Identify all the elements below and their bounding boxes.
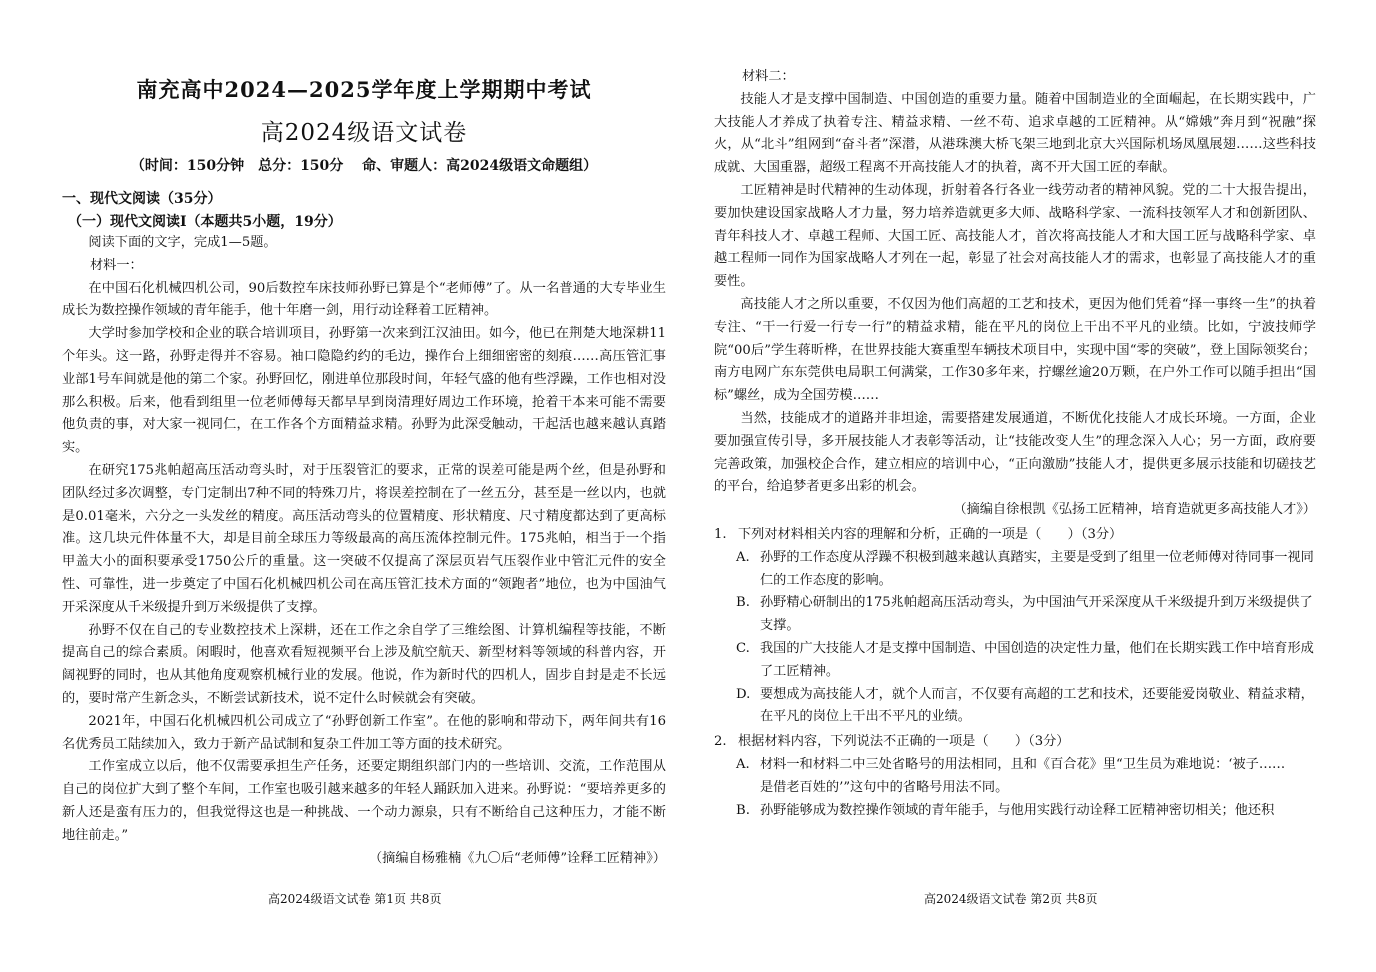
page-footer-left: 高2024级语文试卷 第1页 共8页 [268,892,442,906]
option-d [736,684,1316,730]
material-label: 材料二： [742,69,795,84]
option-a [736,547,1316,593]
material-label: 材料一： [90,257,143,273]
subsection-heading: （一）现代文阅读Ⅰ（本题共5小题，19分） [68,214,342,230]
paragraph: 在研究175兆帕超高压活动弯头时，对于压裂管汇的要求，正常的误差可能是两个丝，但是孙野和团队经过多次调整，专门定制出7种不同的特殊刀片，将误差控制在了一丝五分，甚至是一丝以内，也就是0.01毫米，六分之一头发丝的精度。高压活动弯头的位置精度、形状精度、尺寸精度都达到了更高标准。这几块元件体量不大，却是目前全球压力等级最高的高压流体控制元件。175兆帕，相当于一个指甲盖大小的面积要承受1750公斤的重量。这一突破不仅提高了深层页岩气压裂作业中管汇元件的安全性、可靠性，进一步奠定了中国石化机械四机公司在高压管汇技术方面的“领跑者”地位，也为中国油气开采深度从千米级提升到万米级提供了支撑。 [62,462,666,615]
right-page [714,66,1316,822]
option-key: B. [736,595,750,611]
paragraph: 技能人才是支撑中国制造、中国创造的重要力量。随着中国制造业的全面崛起，在长期实践中，广大技能人才养成了执着专注、精益求精、一丝不苟、追求卓越的工匠精神。从“嫦娥”奔月到“祝融”探火，从“北斗”组网到“奋斗者”深潜，从港珠澳大桥飞架三地到北京大兴国际机场凤凰展翅……这些科技成就、大国重器，超级工程离不开高技能人才的执着，离不开大国工匠的奉献。 [714,91,1316,176]
left-page [62,66,666,870]
paragraph: 在中国石化机械四机公司，90后数控车床技师孙野已算是个“老师傅”了。从一名普通的大专毕业生成长为数控操作领域的青年能手，他十年磨一剑，用行动诠释着工匠精神。 [62,280,666,319]
option-text: 孙野精心研制出的175兆帕超高压活动弯头，为中国油气开采深度从千米级提升到万米级提供了支撑。 [760,595,1313,634]
option-b [736,800,1316,823]
paragraph: 2021年，中国石化机械四机公司成立了“孙野创新工作室”。在他的影响和带动下，两年间共有16名优秀员工陆续加入，致力于新产品试制和复杂工件加工等方面的技术研究。 [62,713,666,752]
section-heading: 一、现代文阅读（35分） [62,191,222,207]
page-footer-right: 高2024级语文试卷 第2页 共8页 [924,892,1098,906]
option-c [736,638,1316,684]
paragraph: 工匠精神是时代精神的生动体现，折射着各行各业一线劳动者的精神风貌。党的二十大报告提出，要加快建设国家战略人才力量，努力培养造就更多大师、战略科学家、一流科技领军人才和创新团队、青年科技人才、卓越工程师、大国工匠、高技能人才，首次将高技能人才和大国工匠与战略科学家、卓越工程师一同作为国家战略人才列在一起，彰显了社会对高技能人才的需求，也彰显了高技能人才的重要性。 [714,182,1316,290]
source-citation: （摘编自杨雅楠《九〇后“老师傅”诠释工匠精神》） [368,850,666,866]
question-1 [714,524,1316,547]
exam-subtitle: 高2024级语文试卷 [260,120,468,146]
question-stem: 根据材料内容，下列说法不正确的一项是（ ）（3分） [738,734,1070,750]
paragraph: 当然，技能成才的道路并非坦途，需要搭建发展通道，不断优化技能人才成长环境。一方面，企业要加强宣传引导，多开展技能人才表彰等活动，让“技能改变人生”的理念深入人心；另一方面，政府要完善政策，加强校企合作，建立相应的培训中心，“正向激励”技能人才，提供更多展示技能和切磋技艺的平台，给追梦者更多出彩的机会。 [714,410,1316,495]
option-a [736,754,1316,777]
option-text: 要想成为高技能人才，就个人而言，不仅要有高超的工艺和技术，还要能爱岗敬业、精益求精，在平凡的岗位上干出不平凡的业绩。 [760,686,1314,725]
option-text: 孙野的工作态度从浮躁不积极到越来越认真踏实，主要是受到了组里一位老师傅对待同事一视同仁的工作态度的影响。 [760,549,1314,588]
option-text: 我国的广大技能人才是支撑中国制造、中国创造的决定性力量，他们在长期实践工作中培育形成了工匠精神。 [760,640,1314,679]
option-key: A. [736,549,750,565]
option-key: D. [736,686,751,702]
source-citation: （摘编自徐根凯《弘扬工匠精神，培育造就更多高技能人才》） [953,502,1316,518]
question-number: 2. [714,734,727,750]
option-text: 材料一和材料二中三处省略号的用法相同，且和《百合花》里“卫生员为难地说：‘被子…… [760,756,1286,772]
option-key: C. [736,640,750,656]
exam-meta: （时间：150分钟 总分：150分 命、审题人：高2024级语文命题组） [130,158,598,174]
instruction: 阅读下面的文字，完成1—5题。 [88,235,277,250]
option-a-continued: 是借老百姓的’”这句中的省略号用法不同。 [760,779,1009,795]
paragraph: 孙野不仅在自己的专业数控技术上深耕，还在工作之余自学了三维绘图、计算机编程等技能，不断提高自己的综合素质。闲暇时，他喜欢看短视频平台上涉及航空航天、新型材料等领域的科普内容，开阔视野的同时，也从其他角度观察机械行业的发展。他说，作为新时代的四机人，固步自封是走不长远的，要时常产生新念头，不断尝试新技术，说不定什么时候就会有突破。 [62,622,666,706]
option-key: A. [736,756,750,772]
question-2 [714,731,1316,754]
option-b [736,592,1316,638]
paragraph: 工作室成立以后，他不仅需要承担生产任务，还要定期组织部门内的一些培训、交流，工作范围从自己的岗位扩大到了整个车间，工作室也吸引越来越多的年轻人踊跃加入进来。孙野说：“要培养更多的新人还是蛮有压力的，但我觉得这也是一种挑战、一个动力源泉，只有不断给自己这种压力，才能不断地往前走。” [62,759,666,843]
question-number: 1. [714,526,727,542]
paragraph: 大学时参加学校和企业的联合培训项目，孙野第一次来到江汉油田。如今，他已在荆楚大地深耕11个年头。这一路，孙野走得并不容易。袖口隐隐约约的毛边，操作台上细细密密的刻痕……高压管汇事业部1号车间就是他的第二个家。孙野回忆，刚进单位那段时间，年轻气盛的他有些浮躁，工作也相对没那么积极。后来，他看到组里一位老师傅每天都早早到岗清理好周边工作环境，抢着干本来可能不需要他负责的事，对大家一视同仁，在工作各个方面精益求精。孙野为此深受触动，干起活也越来越认真踏实。 [62,326,666,456]
paragraph: 高技能人才之所以重要，不仅因为他们高超的工艺和技术，更因为他们凭着“择一事终一生”的执着专注、“干一行爱一行专一行”的精益求精，能在平凡的岗位上干出不平凡的业绩。比如，宁波技师学院“00后”学生蒋昕桦，在世界技能大赛重型车辆技术项目中，实现中国“零的突破”，登上国际领奖台；南方电网广东东莞供电局职工何满棠，工作30多年来，拧螺丝逾20万颗，在户外工作可以随手担出“国标”螺丝，成为全国劳模…… [714,296,1316,404]
question-stem: 下列对材料相关内容的理解和分析，正确的一项是（ ）（3分） [738,526,1123,542]
exam-title: 南充高中2024—2025学年度上学期期中考试 [136,77,592,102]
option-text: 孙野能够成为数控操作领域的青年能手，与他用实践行动诠释工匠精神密切相关；他还积 [760,802,1275,818]
option-key: B. [736,802,750,818]
